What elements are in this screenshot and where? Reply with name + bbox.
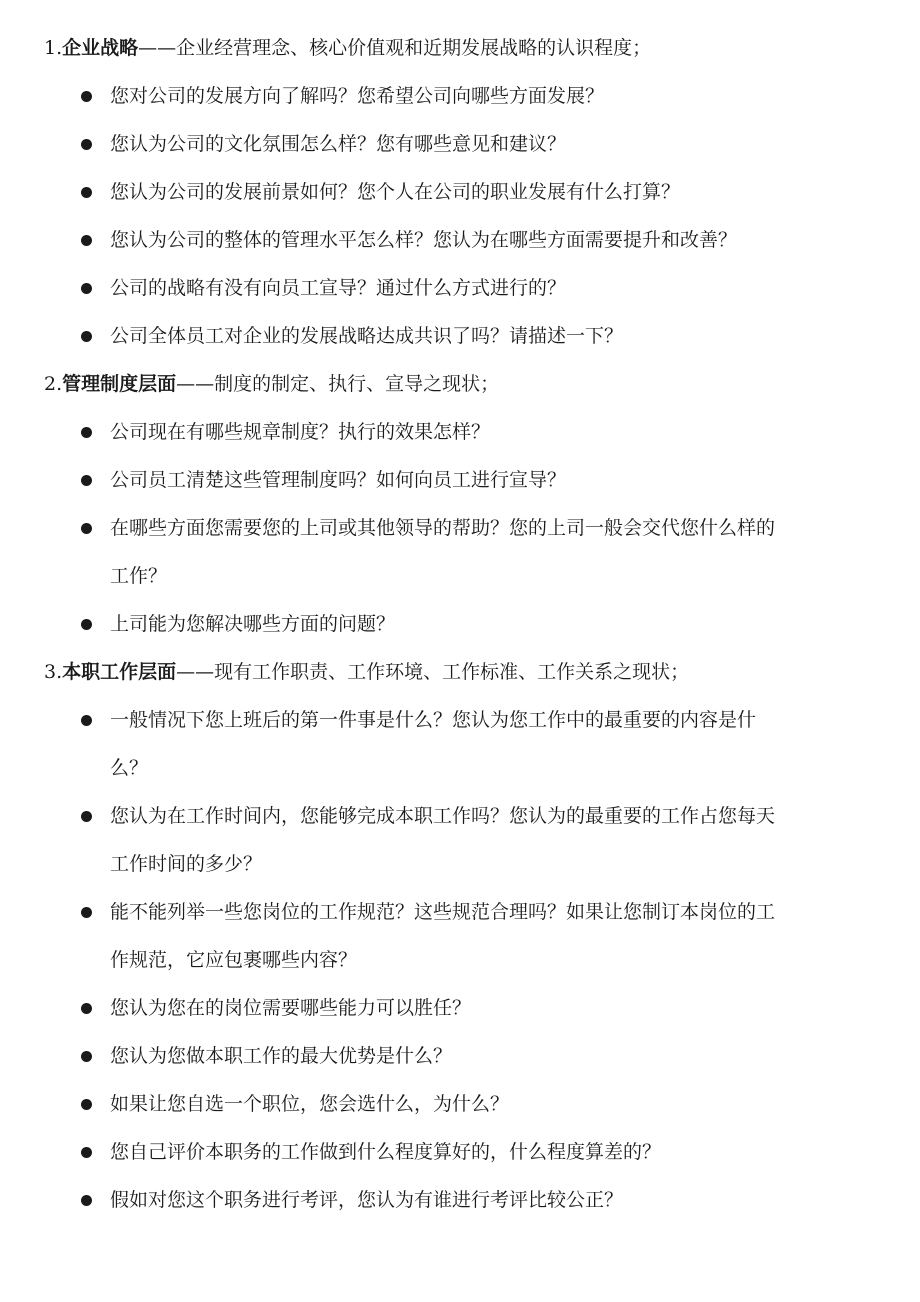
bullet-dot-icon <box>81 331 92 342</box>
list-item-line: 您自己评价本职务的工作做到什么程度算好的，什么程度算差的？ <box>110 1141 662 1163</box>
section-description: ——制度的制定、执行、宣导之现状； <box>176 373 500 395</box>
bullet-dot-icon <box>81 475 92 486</box>
list-item-text <box>110 468 878 516</box>
section-description: ——现有工作职责、工作环境、工作标准、工作关系之现状； <box>176 661 690 683</box>
list-item-line: 您对公司的发展方向了解吗？您希望公司向哪些方面发展？ <box>110 85 605 107</box>
list-item-line: 工作？ <box>110 565 168 587</box>
list-item-line: 能不能列举一些您岗位的工作规范？这些规范合理吗？如果让您制订本岗位的工 <box>110 901 776 923</box>
list-item-text <box>110 1140 878 1188</box>
bullet-dot-icon <box>81 811 92 822</box>
section-description: ——企业经营理念、核心价值观和近期发展战略的认识程度； <box>138 37 652 59</box>
list-item-text <box>110 132 878 180</box>
bullet-dot-icon <box>81 283 92 294</box>
list-item-text <box>110 180 878 228</box>
list-item-line: 您认为公司的整体的管理水平怎么样？您认为在哪些方面需要提升和改善？ <box>110 229 738 251</box>
list-item-line: 假如对您这个职务进行考评，您认为有谁进行考评比较公正？ <box>110 1189 624 1211</box>
list-item-text <box>110 708 878 804</box>
bullet-dot-icon <box>81 1099 92 1110</box>
list-item-text <box>110 996 878 1044</box>
bullet-dot-icon <box>81 1003 92 1014</box>
list-item-text <box>110 1188 878 1236</box>
list-item-text <box>110 612 878 660</box>
bullet-dot-icon <box>81 1147 92 1158</box>
list-item-line: 公司全体员工对企业的发展战略达成共识了吗？请描述一下？ <box>110 325 624 347</box>
list-item-text <box>110 228 878 276</box>
list-item-line: 工作时间的多少？ <box>110 853 263 875</box>
section-number: 2. <box>44 373 63 395</box>
list-item-line: 么？ <box>110 757 149 779</box>
bullet-dot-icon <box>81 523 92 534</box>
section-heading-1 <box>44 36 651 60</box>
list-item-line: 公司现在有哪些规章制度？执行的效果怎样？ <box>110 421 491 443</box>
list-item-text <box>110 1044 878 1092</box>
section-number: 3. <box>44 661 63 683</box>
list-item-line: 作规范，它应包裹哪些内容？ <box>110 949 358 971</box>
section-title: 本职工作层面 <box>62 661 177 683</box>
bullet-dot-icon <box>81 907 92 918</box>
list-item-text <box>110 84 878 132</box>
list-item-line: 上司能为您解决哪些方面的问题？ <box>110 613 396 635</box>
list-item-line: 公司的战略有没有向员工宣导？通过什么方式进行的？ <box>110 277 567 299</box>
section-title: 管理制度层面 <box>62 373 177 395</box>
list-item-text <box>110 900 878 996</box>
bullet-dot-icon <box>81 715 92 726</box>
list-item-text <box>110 804 878 900</box>
list-item-text <box>110 1092 878 1140</box>
bullet-dot-icon <box>81 139 92 150</box>
list-item-line: 您认为您做本职工作的最大优势是什么？ <box>110 1045 453 1067</box>
section-number: 1. <box>44 37 63 59</box>
section-title: 企业战略 <box>62 37 139 59</box>
list-item-text <box>110 324 878 372</box>
section-heading-3 <box>44 660 689 684</box>
bullet-dot-icon <box>81 1051 92 1062</box>
bullet-dot-icon <box>81 187 92 198</box>
list-item-text <box>110 516 878 612</box>
bullet-dot-icon <box>81 235 92 246</box>
bullet-dot-icon <box>81 619 92 630</box>
list-item-line: 如果让您自选一个职位，您会选什么，为什么？ <box>110 1093 510 1115</box>
list-item-line: 在哪些方面您需要您的上司或其他领导的帮助？您的上司一般会交代您什么样的 <box>110 517 776 539</box>
section-heading-2 <box>44 372 499 396</box>
bullet-dot-icon <box>81 1195 92 1206</box>
list-item-line: 您认为您在的岗位需要哪些能力可以胜任？ <box>110 997 472 1019</box>
bullet-dot-icon <box>81 91 92 102</box>
list-item-line: 您认为公司的发展前景如何？您个人在公司的职业发展有什么打算？ <box>110 181 681 203</box>
list-item-text <box>110 420 878 468</box>
list-item-line: 一般情况下您上班后的第一件事是什么？您认为您工作中的最重要的内容是什 <box>110 709 757 731</box>
list-item-line: 您认为公司的文化氛围怎么样？您有哪些意见和建议？ <box>110 133 567 155</box>
bullet-dot-icon <box>81 427 92 438</box>
list-item-line: 您认为在工作时间内，您能够完成本职工作吗？您认为的最重要的工作占您每天 <box>110 805 776 827</box>
list-item-text <box>110 276 878 324</box>
list-item-line: 公司员工清楚这些管理制度吗？如何向员工进行宣导？ <box>110 469 567 491</box>
